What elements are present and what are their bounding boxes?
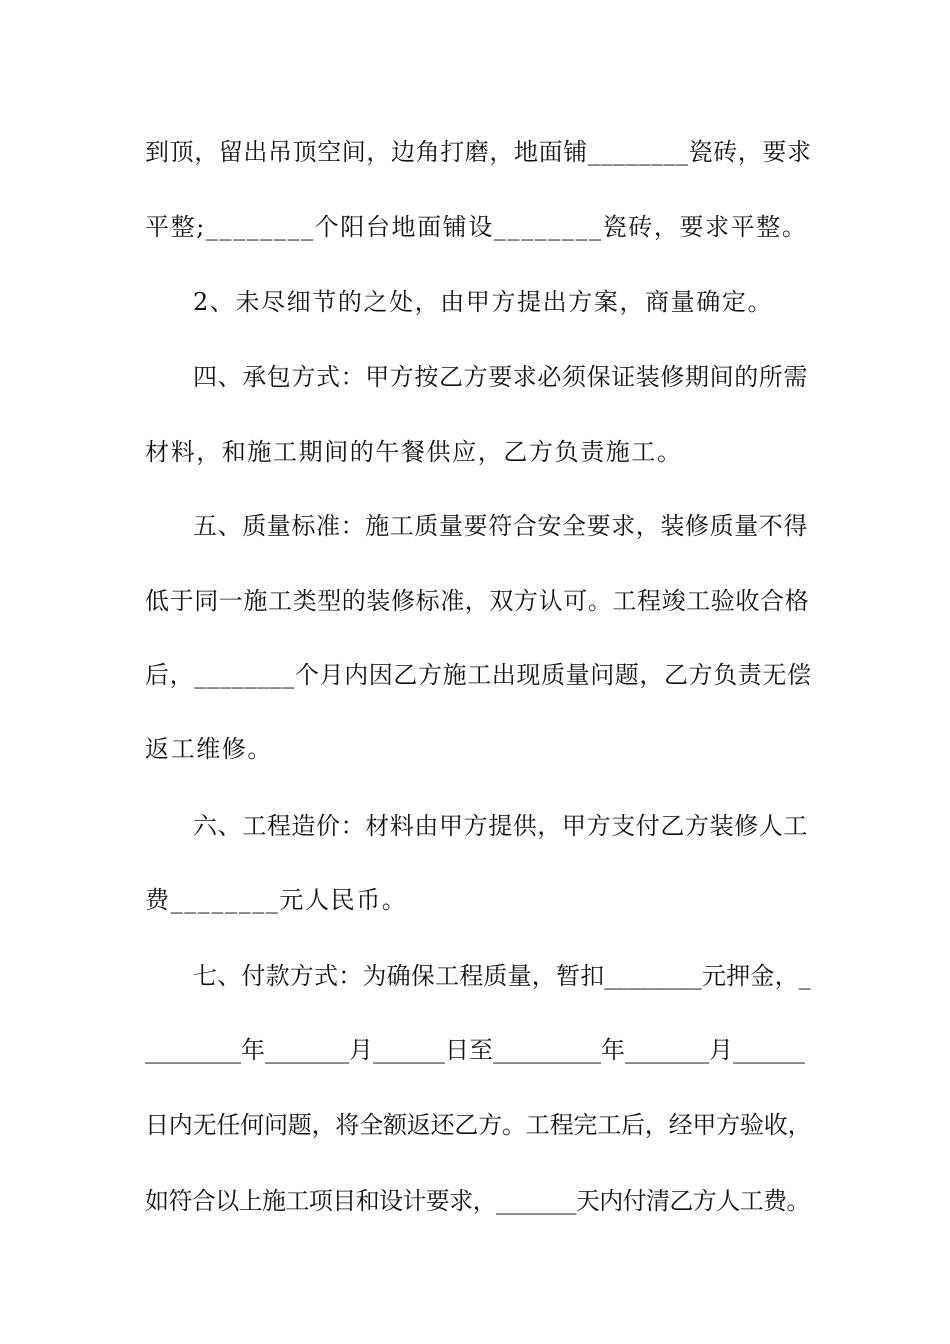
text-line: 平整;________个阳台地面铺设________瓷砖，要求平整。 bbox=[145, 213, 808, 241]
text-line: 材料，和施工期间的午餐供应，乙方负责施工。 bbox=[145, 438, 683, 466]
text-line: 四、承包方式：甲方按乙方要求必须保证装修期间的所需 bbox=[193, 363, 808, 391]
text-line: 日内无任何问题，将全额返还乙方。工程完工后，经甲方验收， bbox=[145, 1111, 812, 1139]
text-line: ________年_______月______日至_________年_______月______ bbox=[145, 1036, 805, 1064]
text-line: 如符合以上施工项目和设计要求，_______天内付清乙方人工费。 bbox=[145, 1187, 810, 1215]
text-line: 到顶，留出吊顶空间，边角打磨，地面铺________瓷砖，要求 bbox=[145, 138, 812, 166]
text-line: 费________元人民币。 bbox=[145, 886, 408, 914]
text-line: 五、质量标准：施工质量要符合安全要求，装修质量不得 bbox=[193, 512, 808, 540]
text-line: 七、付款方式：为确保工程质量，暂扣________元押金，_ bbox=[193, 962, 811, 990]
text-line: 低于同一施工类型的装修标准，双方认可。工程竣工验收合格 bbox=[145, 587, 810, 615]
text-line: 2、未尽细节的之处，由甲方提出方案，商量确定。 bbox=[193, 288, 774, 316]
text-line: 返工维修。 bbox=[145, 735, 273, 763]
text-line: 后，________个月内因乙方施工出现质量问题，乙方负责无偿 bbox=[145, 661, 812, 689]
text-line: 六、工程造价：材料由甲方提供，甲方支付乙方装修人工 bbox=[193, 812, 808, 840]
